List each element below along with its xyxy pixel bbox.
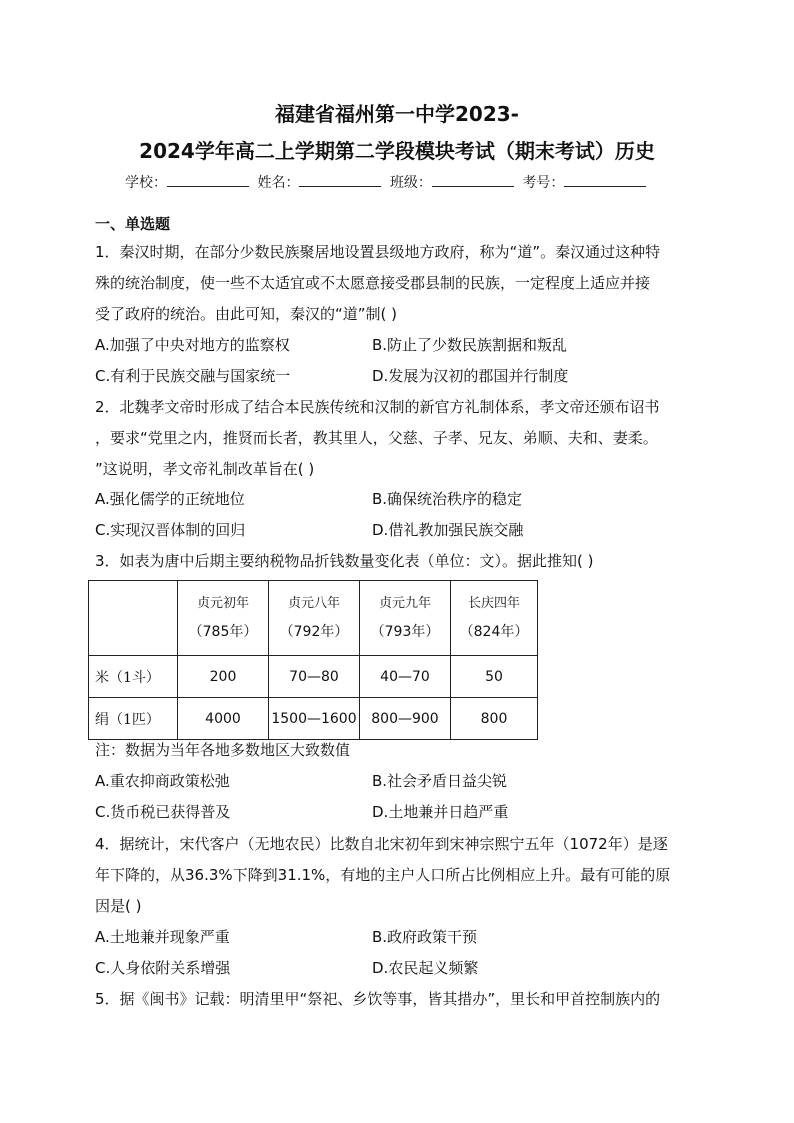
table-cell: 4000 — [178, 698, 269, 740]
q1-option-d: D.发展为汉初的郡国并行制度 — [372, 367, 569, 385]
q3-option-a: A.重农抑商政策松弛 — [95, 772, 230, 790]
row-label: 绢（1匹） — [89, 698, 178, 740]
q3-option-c: C.货币税已获得普及 — [95, 803, 231, 821]
q2-option-d: D.借礼教加强民族交融 — [372, 521, 524, 539]
table-cell: 40—70 — [360, 656, 451, 698]
table-header-row — [89, 581, 538, 656]
q1-option-c: C.有利于民族交融与国家统一 — [95, 367, 291, 385]
table-row — [89, 656, 538, 698]
table-note: 注：数据为当年各地多数地区大致数值 — [95, 741, 351, 759]
class-blank — [432, 172, 514, 187]
table-cell: 1500—1600 — [269, 698, 360, 740]
table-row — [89, 698, 538, 740]
q1-option-a: A.加强了中央对地方的监察权 — [95, 336, 290, 354]
table-corner-cell — [89, 581, 178, 656]
q2-option-a: A.强化儒学的正统地位 — [95, 490, 245, 508]
class-label: 班级： — [389, 175, 432, 191]
section-heading: 一、单选题 — [95, 215, 171, 233]
name-blank — [299, 172, 381, 187]
q4-option-a: A.土地兼并现象严重 — [95, 928, 230, 946]
table-cell: 200 — [178, 656, 269, 698]
q3-option-b: B.社会矛盾日益尖锐 — [372, 772, 508, 790]
q4-line: 4．据统计，宋代客户（无地农民）比数自北宋初年到宋神宗熙宁五年（1072年）是逐 — [95, 835, 668, 853]
exam-number-blank — [564, 172, 646, 187]
q1-line: 1．秦汉时期，在部分少数民族聚居地设置县级地方政府，称为“道”。秦汉通过这种特 — [95, 243, 661, 261]
q2-line: ，要求“党里之内，推贤而长者，教其里人，父慈、子孝、兄友、弟顺、夫和、妻柔。 — [95, 429, 658, 447]
school-blank — [167, 172, 249, 187]
q2-option-b: B.确保统治秩序的稳定 — [372, 490, 523, 508]
q5-line: 5．据《闽书》记载：明清里甲“祭祀、乡饮等事，皆其措办”，里长和甲首控制族内的 — [95, 990, 661, 1008]
q2-line: 2．北魏孝文帝时形成了结合本民族传统和汉制的新官方礼制体系，孝文帝还颁布诏书 — [95, 398, 660, 416]
q3-line: 3．如表为唐中后期主要纳税物品折钱数量变化表（单位：文）。据此推知( ) — [95, 552, 594, 570]
table-cell: 800—900 — [360, 698, 451, 740]
table-header-cell: 贞元九年 （793年） — [360, 581, 451, 656]
q2-option-c: C.实现汉晋体制的回归 — [95, 521, 246, 539]
q4-option-b: B.政府政策干预 — [372, 928, 478, 946]
name-label: 姓名： — [257, 175, 300, 191]
table-cell: 70—80 — [269, 656, 360, 698]
q4-line: 因是( ) — [95, 897, 142, 915]
exam-title-line1: 福建省福州第一中学2023- — [275, 102, 519, 126]
q3-option-d: D.土地兼并日趋严重 — [372, 803, 509, 821]
tax-conversion-table — [88, 580, 538, 740]
table-cell: 800 — [451, 698, 538, 740]
student-info-row — [125, 172, 650, 192]
table-header-cell: 长庆四年 （824年） — [451, 581, 538, 656]
exam-title-line2: 2024学年高二上学期第二学段模块考试（期末考试）历史 — [139, 139, 655, 163]
row-label: 米（1斗） — [89, 656, 178, 698]
q4-option-d: D.农民起义频繁 — [372, 959, 479, 977]
q4-line: 年下降的，从36.3%下降到31.1%，有地的主户人口所占比例相应上升。最有可能的原 — [95, 866, 671, 884]
exam-number-label: 考号： — [522, 175, 565, 191]
q1-line: 殊的统治制度，使一些不太适宜或不太愿意接受郡县制的民族，一定程度上适应并接 — [95, 274, 651, 292]
table-header-cell: 贞元八年 （792年） — [269, 581, 360, 656]
q2-line: ”这说明，孝文帝礼制改革旨在( ) — [95, 460, 315, 478]
school-label: 学校： — [125, 175, 167, 191]
q4-option-c: C.人身依附关系增强 — [95, 959, 231, 977]
table-header-cell: 贞元初年 （785年） — [178, 581, 269, 656]
q1-option-b: B.防止了少数民族割据和叛乱 — [372, 336, 568, 354]
table-cell: 50 — [451, 656, 538, 698]
q1-line: 受了政府的统治。由此可知，秦汉的“道”制( ) — [95, 305, 398, 323]
